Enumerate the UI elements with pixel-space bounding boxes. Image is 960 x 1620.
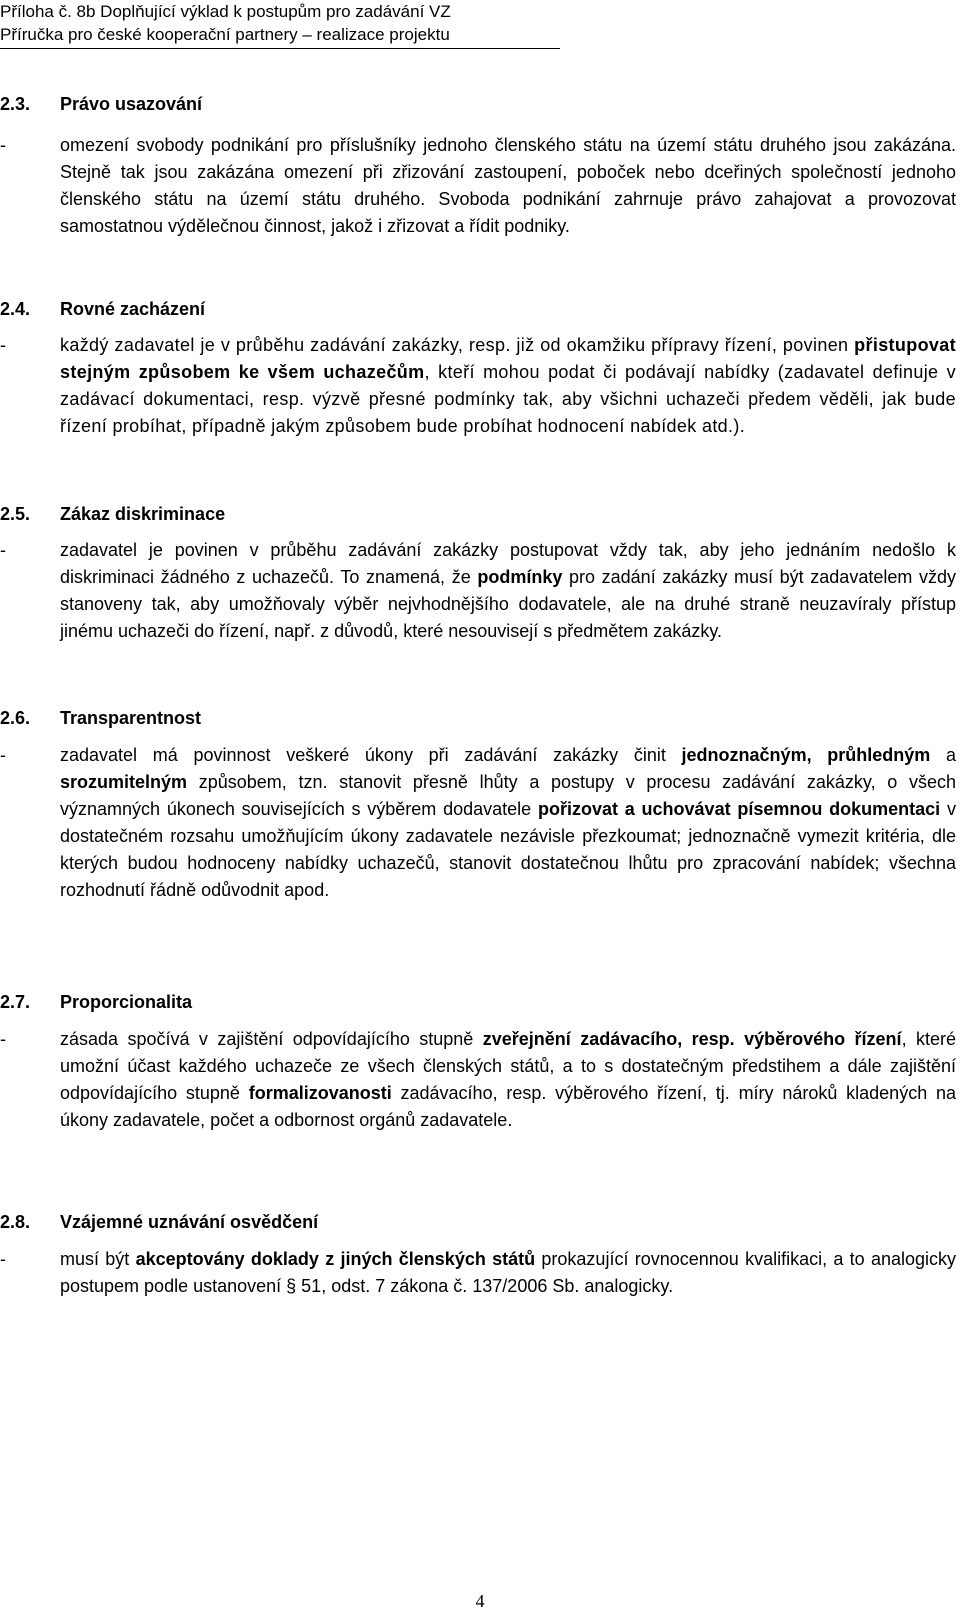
section-number: 2.7. — [0, 992, 31, 1012]
text-run: , které umožní účast každého uchazeče ze všech členských států, a to s dostatečným předstihem a dále zajištění odpovídajícího stupně — [60, 1029, 956, 1103]
section-number: 2.5. — [0, 504, 31, 524]
text-run-bold: podmínky — [477, 567, 563, 587]
section-heading — [0, 706, 960, 730]
section-title: Právo usazování — [60, 94, 203, 114]
section-2-7 — [0, 990, 960, 1130]
list-dash: - — [0, 745, 6, 765]
text-run-bold: pořizovat a uchovávat písemnou dokumentaci — [537, 799, 941, 819]
text-run-bold: akceptovány doklady z jiných členských států — [135, 1249, 536, 1269]
section-2-8 — [0, 1210, 960, 1296]
section-title: Zákaz diskriminace — [60, 504, 226, 524]
text-run: zásada spočívá v zajištění odpovídajícího stupně — [60, 1029, 483, 1049]
paragraph-text — [60, 332, 956, 440]
section-title: Rovné zacházení — [60, 299, 206, 319]
section-title: Transparentnost — [60, 708, 202, 728]
section-number: 2.4. — [0, 299, 31, 319]
text-run-bold: srozumitelným — [60, 772, 188, 792]
text-run: pro zadání zakázky musí být zadavatelem vždy stanoveny tak, aby umožňovaly výběr nejvhodnějšího dodavatele, ale na druhé straně neuzavíraly přístup jinému uchazeči do řízení, např. z důvodů, které nesouvisejí s předmětem zakázky. — [60, 567, 956, 641]
section-2-4 — [0, 297, 960, 436]
text-run: zadávacího, resp. výběrového řízení, tj. míry nároků kladených na úkony zadavatele, počet a odbornost orgánů zadavatele. — [60, 1083, 956, 1130]
list-dash: - — [0, 1029, 6, 1049]
list-dash: - — [0, 135, 6, 155]
text-run: způsobem, tzn. stanovit přesně lhůty a postupy v procesu zadávání zakázky, o všech významných úkonech souvisejících s výběrem dodavatele — [60, 772, 956, 819]
text-run-bold: přistupovat stejným způsobem ke všem uchazečům — [60, 335, 956, 382]
section-heading — [0, 502, 960, 526]
text-run: omezení svobody podnikání pro příslušníky jednoho členského státu na území státu druhého jsou zakázána. Stejně tak jsou zakázána omezení při zřizování zastoupení, poboček nebo dceřiných společností jednoho členského státu na území státu druhého. Svoboda podnikání zahrnuje právo zahajovat a provozovat samostatnou výdělečnou činnost, jakož i zřizovat a řídit podniky. — [60, 135, 956, 236]
text-run: , kteří mohou podat či podávají nabídky (zadavatel definuje v zadávací dokumentaci, resp. výzvě přesné podmínky tak, aby všichni uchazeči předem věděli, jak bude řízení probíhat, případně jakým způsobem bude probíhat hodnocení nabídek atd.). — [60, 362, 956, 436]
page-header — [0, 0, 560, 49]
text-run: prokazující rovnocennou kvalifikaci, a to analogicky postupem podle ustanovení § 51, odst. 7 zákona č. 137/2006 Sb. analogicky. — [60, 1249, 957, 1296]
text-run: v dostatečném rozsahu umožňujícím úkony zadavatele nezávisle přezkoumat; jednoznačně vymezit kritéria, dle kterých budou hodnoceny nabídky uchazečů, stanovit dostatečnou lhůtu pro zpracování nabídek; všechna rozhodnutí řádně odůvodnit apod. — [60, 799, 956, 900]
section-2-6 — [0, 706, 960, 900]
paragraph-text — [60, 1246, 956, 1300]
paragraph-text — [60, 1026, 956, 1134]
section-2-5 — [0, 502, 960, 641]
section-number: 2.6. — [0, 708, 31, 728]
header-line-1: Příloha č. 8b Doplňující výklad k postupům pro zadávání VZ — [0, 2, 451, 21]
text-run: zadavatel má povinnost veškeré úkony při zadávání zakázky činit — [60, 745, 682, 765]
text-run: každý zadavatel je v průběhu zadávání zakázky, resp. již od okamžiku přípravy řízení, povinen — [60, 335, 855, 355]
header-line-2: Příručka pro české kooperační partnery – realizace projektu — [0, 25, 450, 44]
paragraph-text — [60, 742, 956, 904]
list-dash: - — [0, 540, 6, 560]
section-title: Proporcionalita — [60, 992, 193, 1012]
paragraph-text — [60, 132, 956, 240]
section-number: 2.8. — [0, 1212, 31, 1232]
text-run: a — [930, 745, 956, 765]
section-title: Vzájemné uznávání osvědčení — [60, 1212, 319, 1232]
section-number: 2.3. — [0, 94, 31, 114]
section-heading — [0, 990, 960, 1014]
list-dash: - — [0, 335, 6, 355]
section-2-3 — [0, 92, 960, 236]
page-number: 4 — [475, 1591, 485, 1611]
section-heading — [0, 1210, 960, 1234]
text-run-bold: zveřejnění zadávacího, resp. výběrového řízení — [482, 1029, 902, 1049]
section-heading — [0, 92, 960, 116]
text-run: musí být — [60, 1249, 136, 1269]
text-run-bold: jednoznačným, průhledným — [681, 745, 931, 765]
section-heading — [0, 297, 960, 321]
paragraph-text — [60, 537, 956, 645]
text-run: zadavatel je povinen v průběhu zadávání zakázky postupovat vždy tak, aby jeho jednáním nedošlo k diskriminaci žádného z uchazečů. To znamená, že — [60, 540, 956, 587]
list-dash: - — [0, 1249, 6, 1269]
text-run-bold: formalizovanosti — [248, 1083, 392, 1103]
